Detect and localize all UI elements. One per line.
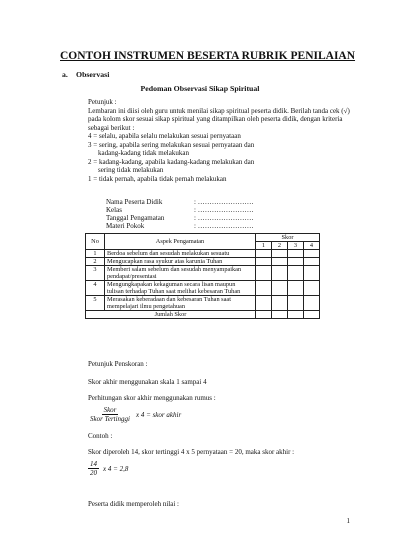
formula-rest: x 4 = skor akhir xyxy=(136,410,182,419)
criteria-item: 2 = kadang-kadang, apabila kadang-kadang melakukan dan xyxy=(88,157,255,166)
row-aspect: Berdoa sebelum dan sesudah melakukan sesuatu xyxy=(105,250,256,258)
table-row xyxy=(86,296,320,311)
document-title: CONTOH INSTRUMEN BESERTA RUBRIK PENILAIAN xyxy=(60,50,356,62)
row-aspect: Memberi salam sebelum dan sesudah menyampaikan pendapat/presentasi xyxy=(105,266,256,281)
row-number: 1 xyxy=(86,250,105,258)
total-label: Jumlah Skor xyxy=(86,311,256,319)
identity-value: : …………………… xyxy=(194,222,254,230)
score-cell[interactable] xyxy=(256,258,272,266)
identity-row xyxy=(106,206,254,214)
identity-value: : …………………… xyxy=(194,214,254,222)
example-denominator: 20 xyxy=(90,469,97,477)
table-row xyxy=(86,266,320,281)
criteria-item-continuation: kadang-kadang tidak melakukan xyxy=(98,149,189,157)
criteria-item: 3 = sering, apabila sering melakukan sesuai pernyataan dan xyxy=(88,140,255,149)
score-cell[interactable] xyxy=(272,311,288,319)
criteria-item: 4 = selalu, apabila selalu melakukan sesuai pernyataan xyxy=(88,132,241,140)
identity-value: : …………………… xyxy=(194,198,254,206)
score-cell[interactable] xyxy=(256,281,272,296)
score-cell[interactable] xyxy=(304,258,320,266)
score-cell[interactable] xyxy=(288,258,304,266)
identity-row xyxy=(106,214,254,222)
score-cell[interactable] xyxy=(288,296,304,311)
example-fraction xyxy=(88,460,99,477)
table-row xyxy=(86,258,320,266)
score-column-1: 1 xyxy=(256,242,272,250)
example-numerator: 14 xyxy=(90,460,97,468)
instructions-heading: Petunjuk : xyxy=(88,98,117,106)
instructions-block xyxy=(88,98,350,183)
row-aspect: Mengungkapakan kekaguman secara lisan maupun tulisan terhadap Tuhan saat melihat kebesaran Tuhan xyxy=(105,281,256,296)
final-text: Peserta didik memperoleh nilai : xyxy=(88,500,179,508)
table-row xyxy=(86,281,320,296)
page-number: 1 xyxy=(346,517,350,525)
score-column-2: 2 xyxy=(272,242,288,250)
identity-row xyxy=(106,222,254,230)
section-title: Observasi xyxy=(76,70,110,79)
section-heading xyxy=(62,70,109,79)
example-text: Skor diperoleh 14, skor tertinggi 4 x 5 pernyataan = 20, maka skor akhir : xyxy=(88,448,295,456)
criteria-item: 1 = tidak pernah, apabila tidak pernah melakukan xyxy=(88,174,227,183)
score-cell[interactable] xyxy=(256,250,272,258)
identity-label: Materi Pokok xyxy=(106,222,145,230)
table-header-row xyxy=(86,234,320,242)
scoring-scale: Skor akhir menggunakan skala 1 sampai 4 xyxy=(88,378,207,386)
example-formula xyxy=(88,460,128,477)
score-cell[interactable] xyxy=(256,296,272,311)
score-cell[interactable] xyxy=(304,250,320,258)
observation-table xyxy=(85,233,320,319)
score-cell[interactable] xyxy=(304,281,320,296)
score-cell[interactable] xyxy=(256,266,272,281)
score-column-4: 4 xyxy=(304,242,320,250)
score-cell[interactable] xyxy=(288,250,304,258)
table-total-row xyxy=(86,311,320,319)
criteria-list xyxy=(88,132,350,183)
header-aspect: Aspek Pengamatan xyxy=(105,234,256,250)
row-number: 3 xyxy=(86,266,105,281)
header-score: Skor xyxy=(256,234,320,242)
identity-row xyxy=(106,198,254,206)
score-cell[interactable] xyxy=(272,266,288,281)
score-cell[interactable] xyxy=(288,266,304,281)
identity-label: Tanggal Pengamatan xyxy=(106,214,165,222)
score-cell[interactable] xyxy=(272,296,288,311)
instructions-text: Lembaran ini diisi oleh guru untuk menilai sikap spiritual peserta didik. Berilah tanda cek (√) pada kolom skor sesuai sikap spiritual yang ditampilkan oleh peserta didik, dengan kriteria sebagai berikut : xyxy=(88,106,350,132)
formula-fraction xyxy=(88,406,132,423)
score-cell[interactable] xyxy=(272,250,288,258)
identity-value: : …………………… xyxy=(194,206,254,214)
row-number: 2 xyxy=(86,258,105,266)
score-cell[interactable] xyxy=(272,281,288,296)
scoring-formula xyxy=(88,406,181,423)
example-heading: Contoh : xyxy=(88,432,113,440)
score-cell[interactable] xyxy=(288,281,304,296)
score-cell[interactable] xyxy=(304,311,320,319)
score-cell[interactable] xyxy=(304,266,320,281)
scoring-heading: Petunjuk Penskoran : xyxy=(88,360,148,368)
score-cell[interactable] xyxy=(272,258,288,266)
row-number: 5 xyxy=(86,296,105,311)
criteria-item-continuation: sering tidak melakukan xyxy=(98,166,164,174)
row-aspect: Mengucapkan rasa syukur atas karunia Tuhan xyxy=(105,258,256,266)
formula-denominator: Skor Tertinggi xyxy=(90,415,130,423)
formula-numerator: Skor xyxy=(103,406,117,414)
identity-label: Kelas xyxy=(106,206,122,214)
table-row xyxy=(86,250,320,258)
score-cell[interactable] xyxy=(288,311,304,319)
scoring-formula-intro: Perhitungan skor akhir menggunakan rumus : xyxy=(88,394,216,402)
score-cell[interactable] xyxy=(304,296,320,311)
header-no: No xyxy=(86,234,105,250)
form-subtitle: Pedoman Observasi Sikap Spiritual xyxy=(140,84,260,93)
row-aspect: Merasakan keberadaan dan kebesaran Tuhan saat mempelajari ilmu pengetahuan xyxy=(105,296,256,311)
section-number: a. xyxy=(62,70,68,79)
example-rest: x 4 = 2,8 xyxy=(103,464,129,473)
row-number: 4 xyxy=(86,281,105,296)
score-cell[interactable] xyxy=(256,311,272,319)
student-identity xyxy=(106,198,254,230)
score-column-3: 3 xyxy=(288,242,304,250)
identity-label: Nama Peserta Didik xyxy=(106,198,163,206)
